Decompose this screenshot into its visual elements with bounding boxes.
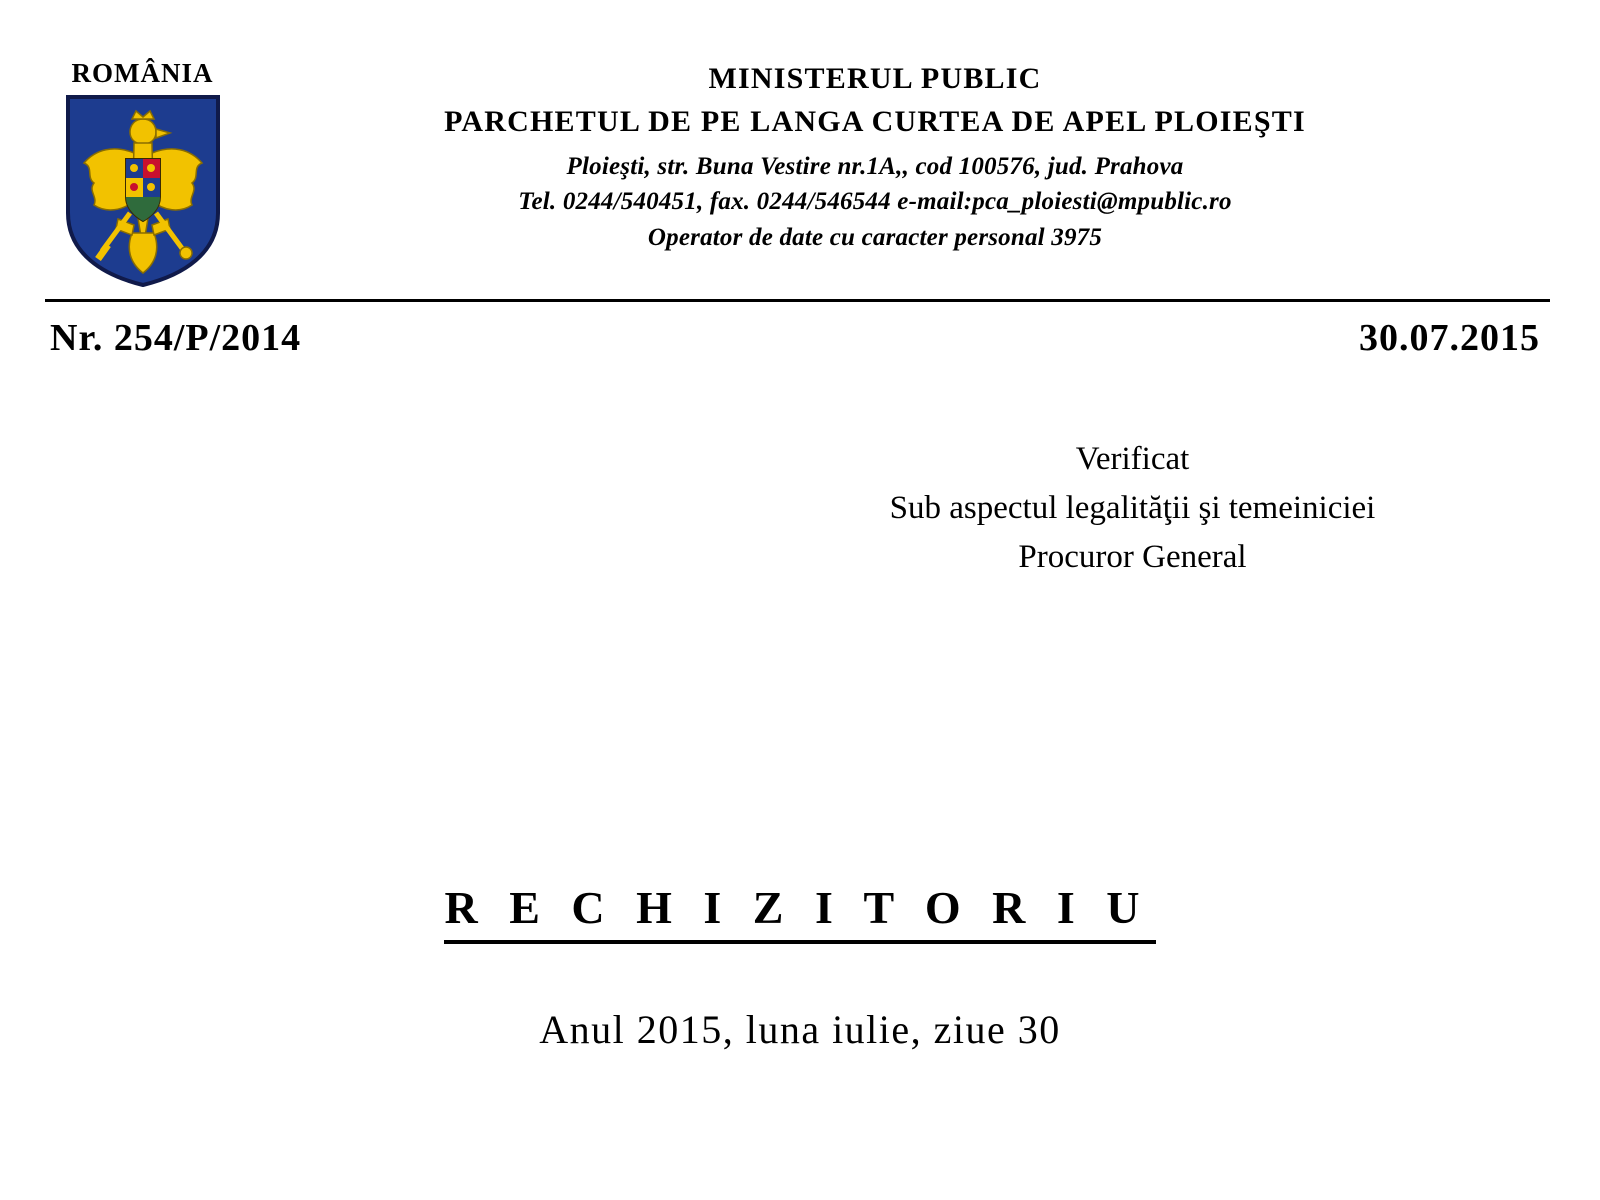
letterhead-text [240, 40, 1540, 255]
romanian-coat-of-arms-icon [64, 93, 222, 289]
reference-date: 30.07.2015 [1359, 317, 1540, 359]
country-label: ROMÂNIA [71, 58, 214, 88]
ministry-name: MINISTERUL PUBLIC [708, 62, 1042, 95]
verification-line-2: Sub aspectul legalităţii şi temeiniciei [889, 489, 1376, 526]
address-line-2: Tel. 0244/540451, fax. 0244/546544 e-mail:pca_ploiesti@mpublic.ro [518, 188, 1232, 215]
document-date-line: Anul 2015, luna iulie, ziue 30 [539, 1007, 1061, 1053]
title-section [0, 881, 1600, 944]
address-line-1: Ploieşti, str. Buna Vestire nr.1A,, cod 100576, jud. Prahova [566, 152, 1184, 180]
reference-row [50, 316, 1540, 360]
document-title: R E C H I Z I T O R I U [444, 881, 1155, 944]
verification-line-1: Verificat [1075, 441, 1190, 477]
address-block [240, 149, 1510, 256]
verification-block [0, 435, 1600, 581]
reference-number: Nr. 254/P/2014 [50, 317, 302, 359]
office-name: PARCHETUL DE PE LANGA CURTEA DE APEL PLOIEŞTI [444, 104, 1306, 138]
crest-block [45, 58, 240, 289]
address-line-3: Operator de date cu caracter personal 3975 [647, 223, 1103, 251]
letterhead [0, 0, 1600, 289]
header-divider [45, 299, 1550, 302]
verification-line-3: Procuror General [1018, 538, 1247, 575]
